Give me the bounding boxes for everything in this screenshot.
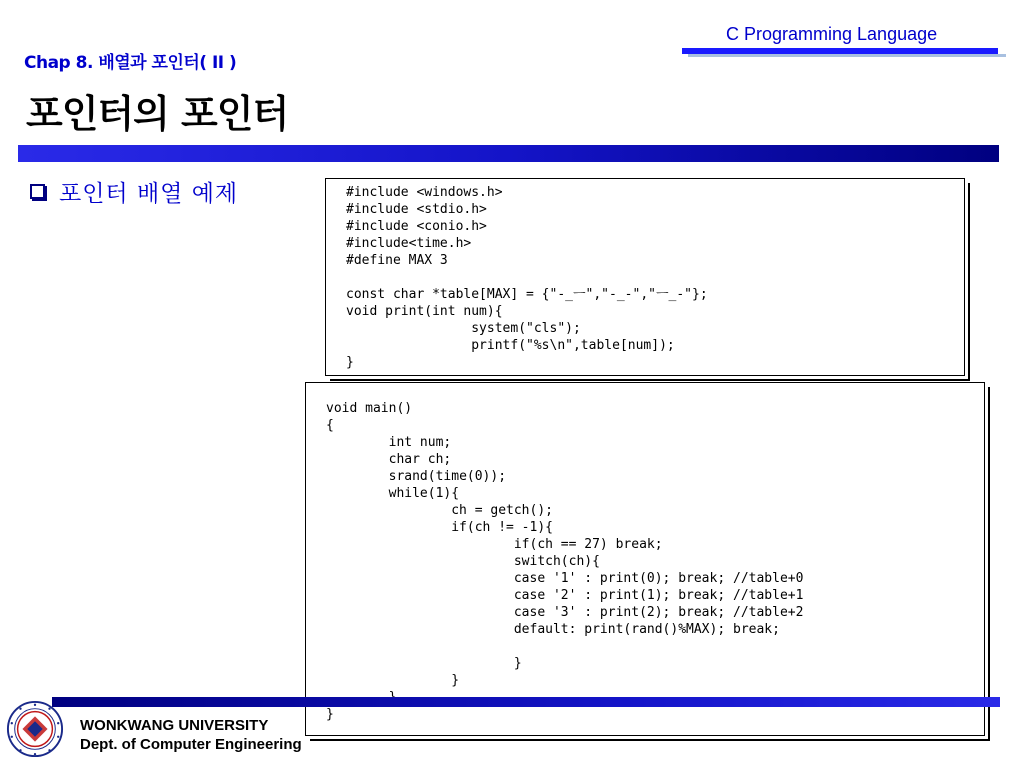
footer-bar (52, 697, 1000, 707)
chapter-label: Chap 8. 배열과 포인터( II ) (24, 53, 237, 73)
header-rule-shadow (688, 54, 1006, 57)
checkbox-bullet-icon (30, 184, 45, 199)
footer-department: Dept. of Computer Engineering (80, 736, 302, 753)
course-title: C Programming Language (726, 24, 938, 44)
code-text-main: void main() { int num; char ch; srand(time(0)); while(1){ ch = getch(); if(ch != -1){ if(ch == 27) break; switch(ch){ case '1' : print(0); break; //table+0 case '2' : print(1); break; //table+1 case '3' : print(2); break; //table+2 default: print(rand()%MAX); break; } } } (326, 401, 804, 722)
code-block-main (305, 382, 985, 736)
code-block-headers (325, 178, 965, 376)
slide-title: 포인터의 포인터 (26, 92, 289, 136)
footer-institution (80, 716, 302, 754)
bullet-item (30, 175, 238, 208)
code-text-headers: #include <windows.h> #include <stdio.h> #include <conio.h> #include<time.h> #define MAX 3 const char *table[MAX] = {"-_ㅡ","-_-","ㅡ_-"}; void print(int num){ system("cls"); printf("%s\n",table[num]); } (346, 185, 708, 370)
university-seal-icon (6, 700, 64, 758)
footer-university: WONKWANG UNIVERSITY (80, 717, 269, 734)
title-divider-bar (18, 145, 999, 162)
bullet-text: 포인터 배열 예제 (59, 181, 239, 207)
